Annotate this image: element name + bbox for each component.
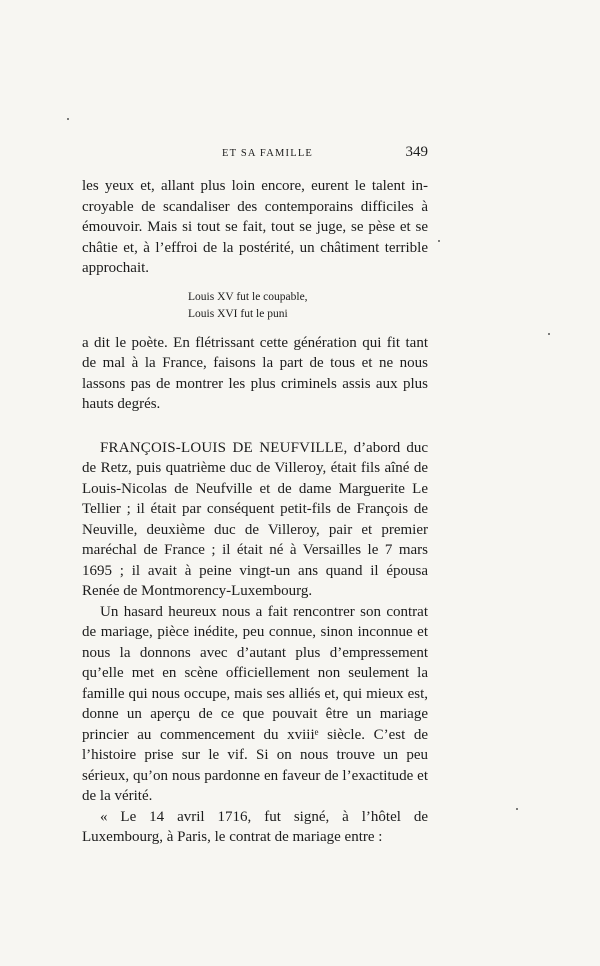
paper-speck [438, 240, 440, 242]
body-text [82, 176, 428, 848]
paragraph-commentary: a dit le poète. En flétrissant cette génération qui fit tant de mal à la France, faisons la part de tous et ne nous lassons pas de montrer les plus criminels assis aux plus hauts degrés. [82, 334, 428, 412]
running-head [82, 146, 428, 166]
subject-name: FRANÇOIS-LOUIS DE NEUFVILLE, [100, 439, 348, 456]
paper-speck [548, 333, 550, 335]
section-gap [82, 415, 428, 438]
page-number: 349 [405, 144, 428, 160]
paragraph-continuation: les yeux et, allant plus loin encore, eurent le talent incroyable de scandaliser des contemporains difficiles à émouvoir. Mais si tout se fait, tout se juge, se pèse et se châtie et, à l’effroi de la postérité, un châtiment terrible approchait. [82, 178, 428, 276]
running-title: ET SA FAMILLE [222, 148, 314, 159]
paragraph-contract-intro: Un hasard heureux nous a fait rencontrer son contrat de mariage, pièce inédite, peu connue, sinon inconnue et nous la donnons avec d’autant plus d’empressement qu’elle met en scène officiellement non seulement la famille qui nous occupe, mais ses alliés et, qui mieux est, donne un aperçu de ce que pouvait être un mariage princier au commencement du xviiiᵉ siècle. C’est de l’histoire prise sur le vif. Si on nous trouve un peu sérieux, qu’on nous pardonne en faveur de l’exactitude et de la vérité. [82, 603, 428, 804]
paragraph-contract-date: « Le 14 avril 1716, fut signé, à l’hôtel de Luxembourg, à Paris, le contrat de mariage entre : [82, 808, 428, 845]
paper-speck [67, 118, 69, 120]
biography-text: d’abord duc de Retz, puis quatrième duc de Villeroy, était fils aîné de Louis-Nicolas de Neufville et de dame Marguerite Le Tellier ; il était par conséquent petit-fils de François de Neuville, deuxième duc de Villeroy, pair et premier maréchal de France ; il était né à Versailles le 7 mars 1695 ; il avait à peine vingt-un ans quand il épousa Renée de Montmorency-Luxembourg. [82, 439, 428, 599]
verse-line: Louis XV fut le coupable, [188, 290, 308, 303]
paragraph-biography [82, 438, 428, 602]
paper-speck [516, 808, 518, 810]
verse-line: Louis XVI fut le puni [188, 307, 288, 320]
verse-quote [188, 289, 428, 323]
